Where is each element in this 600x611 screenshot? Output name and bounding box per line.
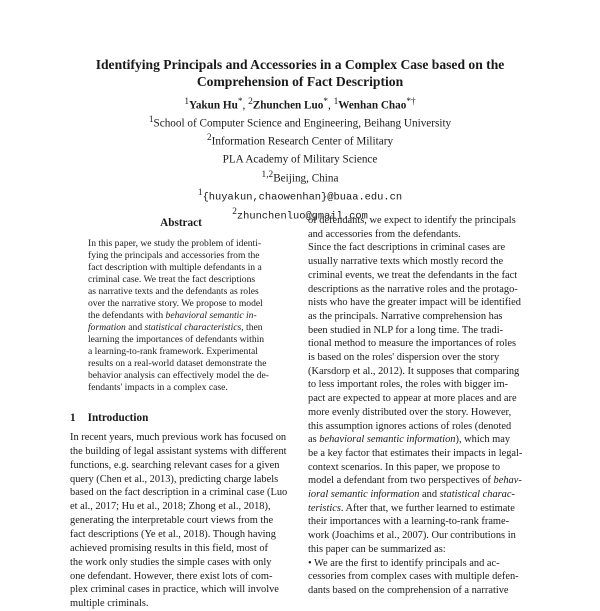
text-line: is based on the roles' dispersion over the story bbox=[308, 352, 500, 363]
text-line: over the narrative story. We propose to model bbox=[88, 298, 263, 309]
text-line: context scenarios. In this paper, we propose to bbox=[308, 461, 501, 473]
author-name: Wenhan Chao bbox=[338, 99, 407, 112]
text-line: descriptions as the narrative roles and the protago- bbox=[308, 283, 518, 295]
paper-title bbox=[60, 56, 540, 90]
affiliation: PLA Academy of Military Science bbox=[222, 154, 378, 167]
title-line: Comprehension of Fact Description bbox=[196, 74, 404, 89]
affiliation: $^1$School of Computer Science and Engineering, Beihang University bbox=[148, 115, 452, 130]
section-heading bbox=[70, 411, 292, 425]
text-line: been studied in NLP for a long time. The tradi- bbox=[308, 324, 504, 336]
text-line: achieved promising results in this field, most of bbox=[70, 542, 268, 554]
text-line: as the principals. Narrative comprehension has bbox=[308, 310, 503, 322]
author-mark: * bbox=[237, 97, 243, 107]
text-line: cessories from complex cases with multiple defen- bbox=[308, 571, 519, 583]
text-line: ioral semantic information and statistical charac- bbox=[308, 489, 515, 500]
text-line: the building of legal assistant systems with different bbox=[70, 445, 287, 457]
text-line: results on a real-world dataset demonstrate the bbox=[88, 358, 267, 369]
author-sup: 1 bbox=[184, 97, 189, 107]
text-line: (Karsdorp et al., 2012). It supposes that comparing bbox=[308, 365, 520, 377]
text-line: as narrative texts and the defendants as roles bbox=[88, 286, 259, 297]
abstract-heading: Abstract bbox=[160, 217, 202, 229]
text-line: • We are the first to identify principals and ac- bbox=[308, 557, 500, 569]
text-line: fying the principals and accessories from the bbox=[88, 250, 260, 261]
text-line: multiple criminals. bbox=[70, 598, 149, 610]
text-line: a learning-to-rank framework. Experimental bbox=[88, 346, 258, 357]
text-line: as behavioral semantic information), which may bbox=[308, 434, 511, 446]
text-line: be a key factor that estimates their impacts in legal- bbox=[308, 447, 523, 459]
author-mark: *† bbox=[406, 97, 416, 107]
text-line: fendants' impacts in a complex case. bbox=[88, 382, 228, 393]
text-line: model a defendant from two perspectives of behav- bbox=[308, 475, 522, 487]
text-line: based on the fact description in a criminal case (Luo bbox=[70, 487, 288, 499]
text-line: teristics. After that, we further learned to estimate bbox=[308, 502, 515, 514]
text-line: Since the fact descriptions in criminal cases are bbox=[308, 242, 506, 254]
email: $^2$zhunchenluo@gmail.com bbox=[232, 206, 368, 223]
text-line: work (Joachims et al., 2007). Our contributions in bbox=[308, 530, 516, 542]
author-name: Zhunchen Luo bbox=[252, 99, 324, 112]
section-number: 1 bbox=[70, 412, 76, 424]
text-line: this paper can be summarized as: bbox=[308, 543, 446, 555]
affiliation: $^{1,2}$Beijing, China bbox=[261, 169, 339, 185]
author-block bbox=[60, 95, 540, 224]
email: $^1${huyakun,chaowenhan}@buaa.edu.cn bbox=[197, 187, 403, 204]
text-line: the work only studies the simple cases with only bbox=[70, 556, 272, 568]
author-name: Yakun Hu bbox=[188, 99, 238, 112]
text-line: learning the importances of defendants within bbox=[88, 334, 265, 345]
text-line: tional method to measure the importances of roles bbox=[308, 338, 517, 350]
text-line: generating the interpretable court views from the bbox=[70, 515, 274, 527]
author-sup: 1 bbox=[333, 97, 339, 107]
text-line: and accessories from the defendants. bbox=[308, 228, 461, 240]
text-line: fact descriptions (Ye et al., 2018). Though having bbox=[70, 528, 276, 540]
text-line: of defendants, we expect to identify the principals bbox=[308, 215, 516, 226]
text-line: In recent years, much previous work has focused on bbox=[70, 432, 287, 443]
text-line: pact are expected to appear at more places and are bbox=[308, 393, 517, 405]
text-line: plex criminal cases in practice, which will involve bbox=[70, 584, 279, 596]
text-line: the defendants with behavioral semantic in- bbox=[88, 310, 257, 321]
text-line: In this paper, we study the problem of identi- bbox=[88, 238, 262, 249]
text-line: functions, e.g. searching relevant cases for a given bbox=[70, 459, 280, 471]
text-line: dants based on the comprehension of a narrative bbox=[308, 584, 509, 596]
author-names: $^1$Yakun Hu*, $^2$Zhunchen Luo*, $^1$Wenhan Chao*† bbox=[184, 97, 416, 112]
author-mark: * bbox=[323, 97, 328, 107]
affiliation: $^2$Information Research Center of Military bbox=[206, 133, 394, 149]
title-line: Identifying Principals and Accessories in a Complex Case based on the bbox=[95, 57, 505, 72]
text-line: et al., 2017; Hu et al., 2018; Zhong et al., 2018), bbox=[70, 501, 271, 513]
text-line: behavior analysis can effectively model the de- bbox=[88, 370, 269, 381]
text-line: their importances with a learning-to-rank frame- bbox=[308, 516, 510, 528]
author-sup: 2 bbox=[248, 97, 253, 107]
text-line: formation and statistical characteristics, then bbox=[88, 322, 263, 333]
text-line: criminal case. We treat the fact descriptions bbox=[88, 274, 256, 285]
text-line: usually narrative texts which mostly record the bbox=[308, 256, 504, 268]
text-line: this assumption ignores actions of roles (denoted bbox=[308, 420, 512, 432]
text-line: criminal events, we treat the defendants in the fact bbox=[308, 269, 518, 281]
section-title: Introduction bbox=[87, 412, 149, 424]
text-line: query (Chen et al., 2013), predicting charge labels bbox=[70, 473, 279, 485]
text-line: more evenly distributed over the story. However, bbox=[308, 406, 512, 418]
text-line: nists who have the greater impact will be identified bbox=[308, 297, 521, 309]
text-line: to less important roles, the roles with bigger im- bbox=[308, 379, 508, 391]
text-line: fact description with multiple defendants in a bbox=[88, 262, 262, 273]
text-line: one defendant. However, there exist lots of com- bbox=[70, 570, 273, 582]
